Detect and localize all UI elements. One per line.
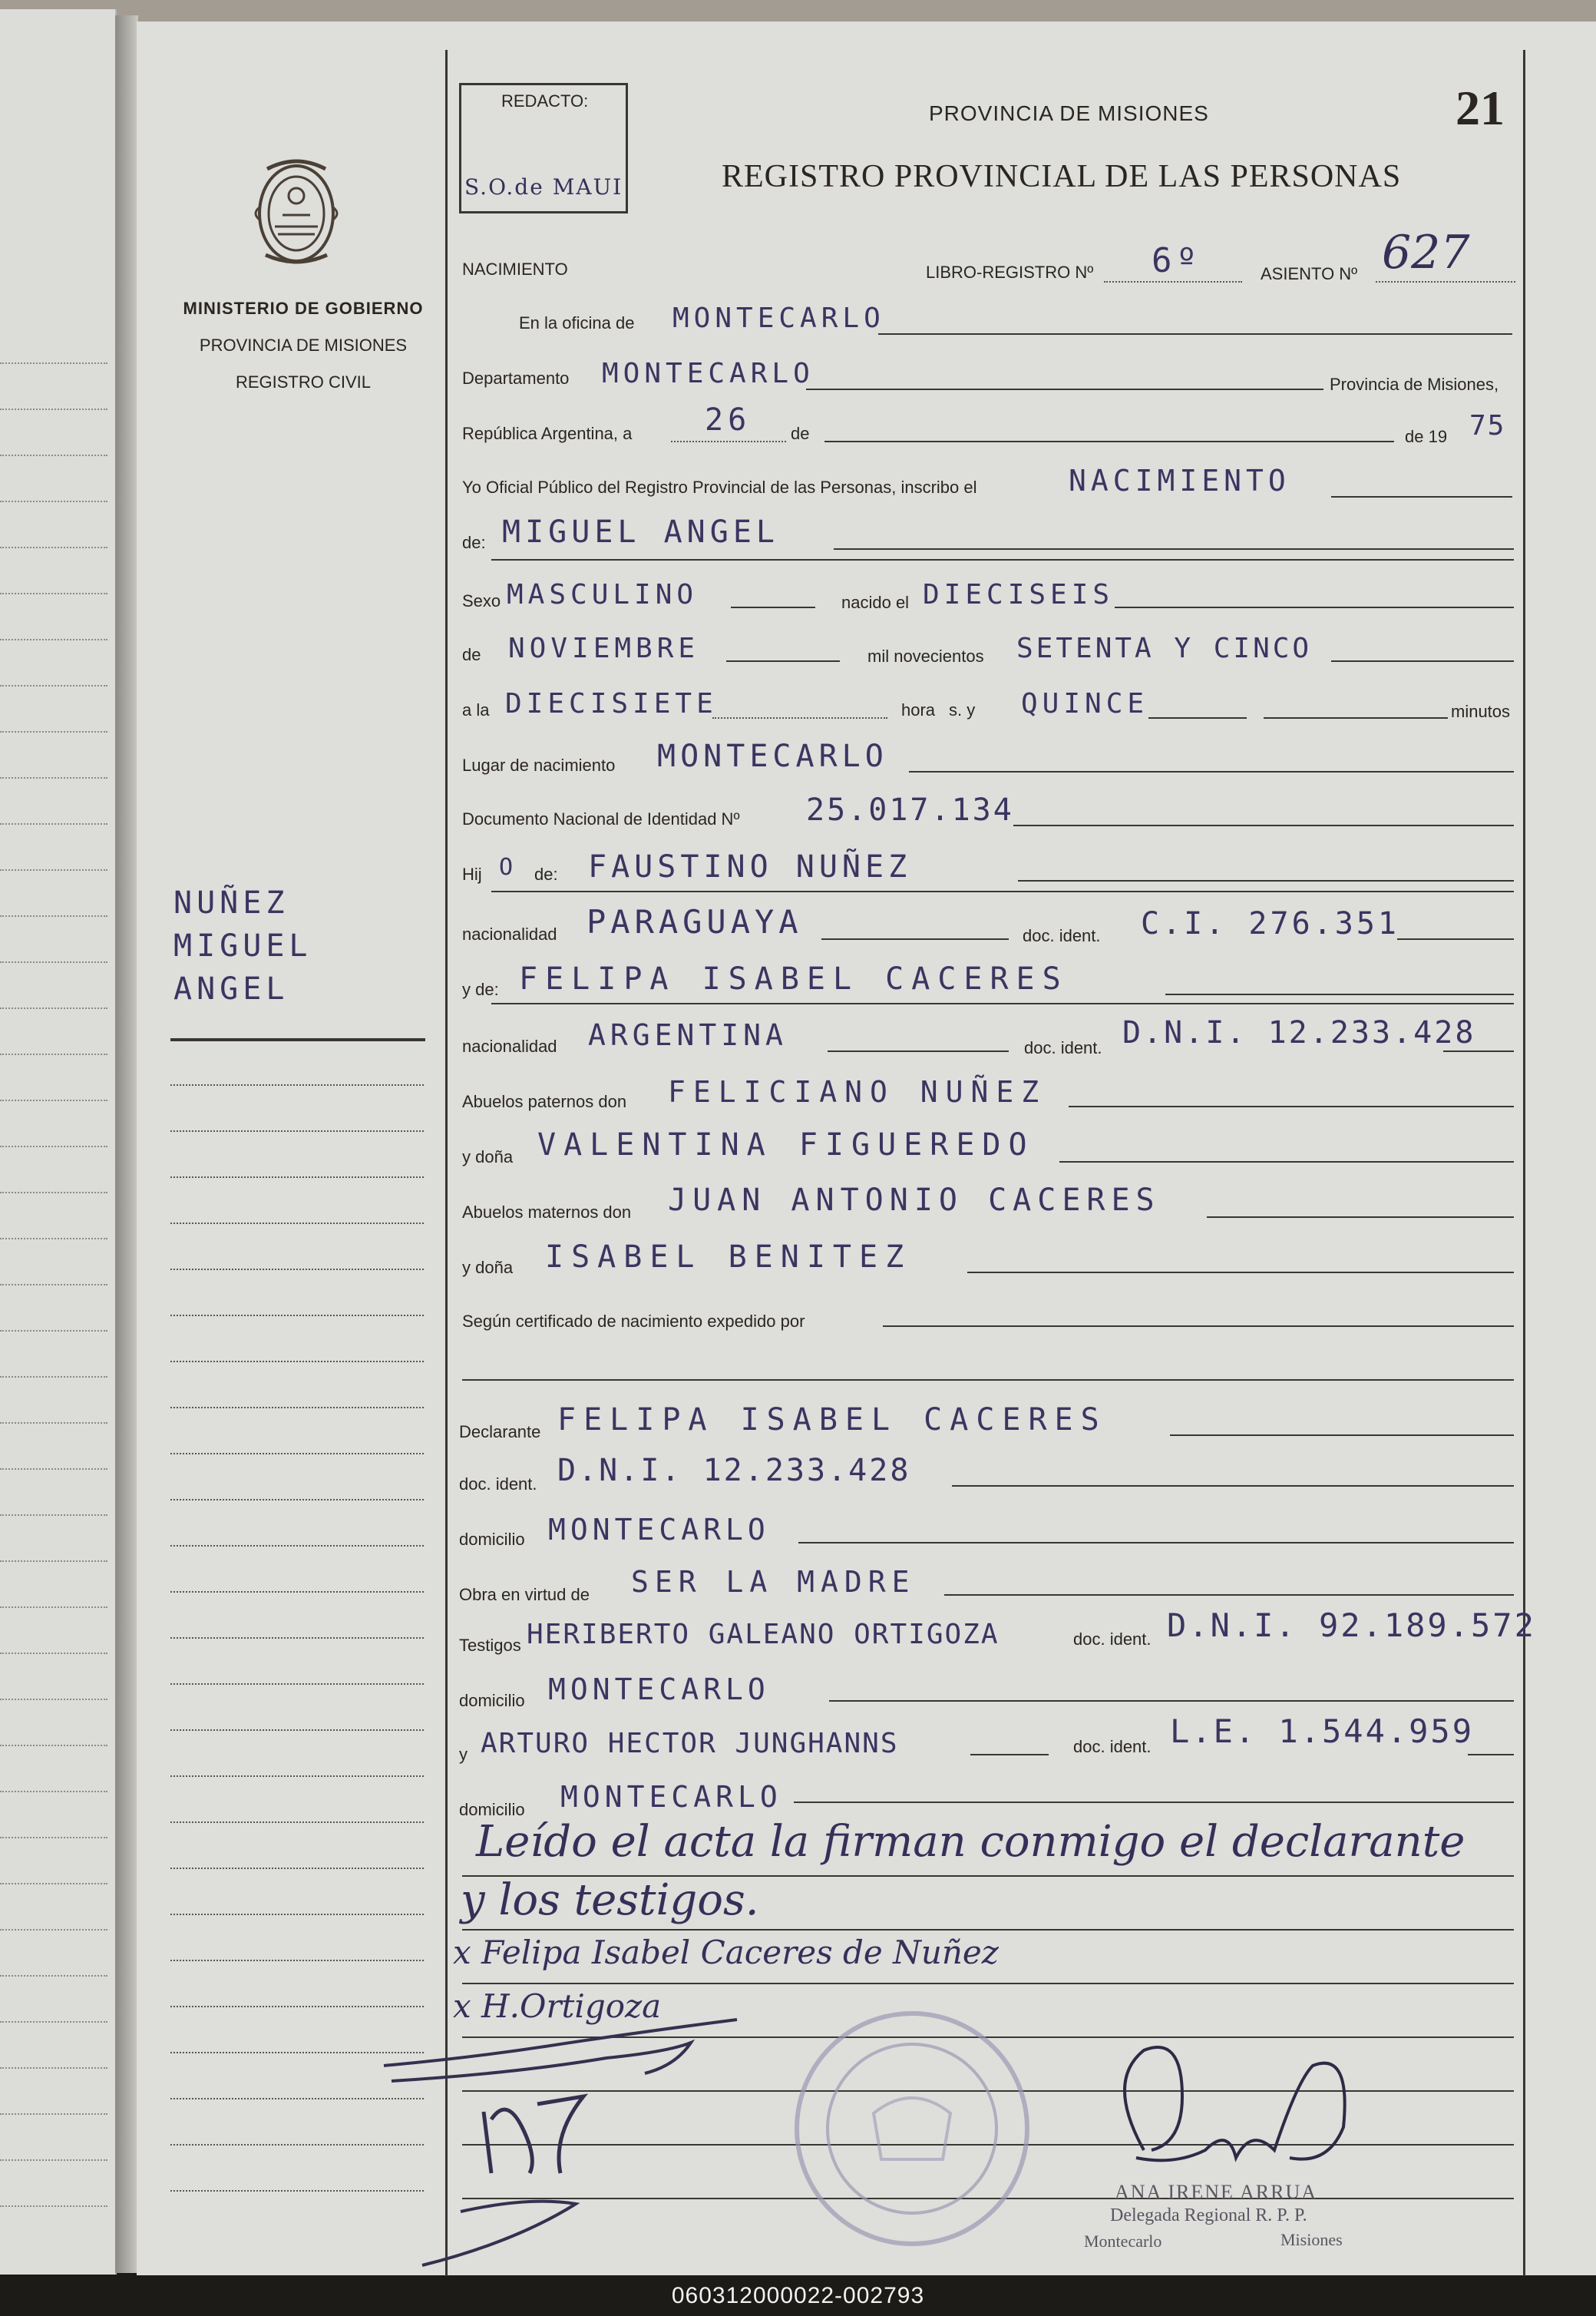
line <box>1207 1216 1514 1218</box>
ministry-line-2: PROVINCIA DE MISIONES <box>199 336 408 355</box>
padre-value: FAUSTINO NUÑEZ <box>588 849 912 885</box>
dotted-line <box>0 731 107 733</box>
dotted-line <box>0 2021 107 2023</box>
dotted-line <box>0 1883 107 1884</box>
signature-declarante: x Felipa Isabel Caceres de Nuñez <box>453 1934 999 1971</box>
dotted-line <box>0 1192 107 1193</box>
testigo-2-doc-value: L.E. 1.544.959 <box>1170 1712 1475 1750</box>
asiento-label: ASIENTO Nº <box>1261 264 1358 283</box>
oficial-text: Yo Oficial Público del Registro Provincial de las Personas, inscribo el <box>462 478 977 497</box>
obra-label: Obra en virtud de <box>459 1585 590 1604</box>
abuela-materna-value: ISABEL BENITEZ <box>545 1239 912 1275</box>
hora-label: hora <box>901 700 936 720</box>
departamento-label: Departamento <box>462 369 570 388</box>
testigo-1-domicilio-label: domicilio <box>459 1691 525 1710</box>
y-testigo-label: y <box>459 1745 468 1764</box>
closing-line-2: y los testigos. <box>461 1875 759 1925</box>
dotted-line <box>0 2067 107 2069</box>
book-gutter <box>115 15 138 2273</box>
testigo-2-value: ARTURO HECTOR JUNGHANNS <box>481 1728 899 1759</box>
dia-value: 26 <box>705 402 752 438</box>
official-place-right: Misiones <box>1280 2230 1343 2249</box>
hijo-de-label: de: <box>534 865 558 884</box>
closing-line-1: Leído el acta la firman conmigo el declarante <box>476 1817 1465 1867</box>
dotted-line <box>0 1560 107 1562</box>
line <box>1018 880 1514 882</box>
testigo-2-doc-label: doc. ident. <box>1073 1737 1152 1756</box>
official-place-left: Montecarlo <box>1084 2232 1162 2251</box>
y-label: s. y <box>949 700 976 720</box>
dotted-line <box>0 455 107 456</box>
province-label: PROVINCIA DE MISIONES <box>929 101 1209 125</box>
testigo-1-value: HERIBERTO GALEANO ORTIGOZA <box>527 1619 1000 1650</box>
margin-name-first: MIGUEL <box>173 928 312 964</box>
lugar-label: Lugar de nacimiento <box>462 756 616 775</box>
dotted-line <box>0 409 107 410</box>
testigo-2-domicilio-value: MONTECARLO <box>560 1780 782 1814</box>
line <box>1013 825 1514 826</box>
acto-value: NACIMIENTO <box>1069 464 1290 498</box>
line <box>1468 1754 1514 1755</box>
left-facing-page <box>0 9 117 2275</box>
obra-value: SER LA MADRE <box>631 1565 916 1599</box>
nacido-label: nacido el <box>841 593 910 612</box>
dotted-line <box>0 1745 107 1746</box>
line <box>712 717 887 719</box>
line <box>462 1379 1514 1381</box>
nacido-value: DIECISEIS <box>923 579 1115 610</box>
doc-madre-value: D.N.I. 12.233.428 <box>1122 1015 1476 1050</box>
libro-label: LIBRO-REGISTRO Nº <box>926 263 1094 282</box>
line <box>798 1542 1514 1543</box>
abuelos-paternos-label: Abuelos paternos don <box>462 1092 627 1111</box>
y-dona-label: y doña <box>462 1147 514 1166</box>
departamento-value: MONTECARLO <box>602 358 815 389</box>
line <box>671 441 786 442</box>
testigo-2-domicilio-label: domicilio <box>459 1800 525 1819</box>
dotted-line <box>0 1837 107 1838</box>
line <box>944 1594 1514 1596</box>
declarante-label: Declarante <box>459 1422 541 1441</box>
hora-value: DIECISIETE <box>505 688 718 720</box>
line <box>1115 607 1514 608</box>
margin-name-surname: NUÑEZ <box>173 885 289 921</box>
dotted-line <box>0 1514 107 1516</box>
abuelo-paterno-value: FELICIANO NUÑEZ <box>668 1075 1047 1109</box>
line <box>878 333 1512 335</box>
line <box>970 1754 1049 1755</box>
year-value: 75 <box>1469 410 1506 442</box>
mil-label: mil novecientos <box>867 647 984 666</box>
line <box>1331 660 1514 662</box>
line <box>1443 1050 1514 1052</box>
margin-name-underline <box>170 1038 425 1041</box>
doc-ident-padre-label: doc. ident. <box>1023 926 1101 945</box>
line <box>1059 1161 1514 1163</box>
y-dona-materna-label: y doña <box>462 1258 514 1277</box>
dotted-line <box>0 2113 107 2115</box>
signature-testigo-1: x H.Ortigoza <box>453 1987 662 2025</box>
line <box>829 1700 1514 1702</box>
line <box>1069 1106 1514 1107</box>
dotted-line <box>0 869 107 871</box>
official-role: Delegada Regional R. P. P. <box>1110 2205 1307 2225</box>
dotted-line <box>0 362 107 364</box>
dotted-line <box>0 1975 107 1977</box>
de-mes-label: de <box>462 645 481 664</box>
line <box>462 1983 1514 1984</box>
anio-value: SETENTA Y CINCO <box>1016 633 1313 664</box>
dotted-line <box>0 823 107 825</box>
official-signature-scribble <box>1098 2035 1374 2189</box>
y-de-label: y de: <box>462 980 499 999</box>
line <box>794 1802 1514 1803</box>
official-seal-icon <box>789 2006 1035 2251</box>
testigo-1-doc-value: D.N.I. 92.189.572 <box>1167 1606 1536 1644</box>
libro-value: 6º <box>1152 241 1201 280</box>
dotted-line <box>0 2159 107 2161</box>
dotted-line <box>0 593 107 594</box>
dotted-line <box>0 1791 107 1792</box>
dni-value: 25.017.134 <box>806 792 1014 828</box>
decl-domicilio-label: domicilio <box>459 1530 525 1549</box>
line <box>1165 994 1514 995</box>
oficina-value: MONTECARLO <box>672 303 885 334</box>
line <box>491 1003 1514 1004</box>
line <box>726 660 840 662</box>
madre-value: FELIPA ISABEL CACERES <box>519 961 1069 997</box>
oficina-label: En la oficina de <box>519 313 635 333</box>
de-label: de <box>791 424 810 443</box>
dotted-line <box>0 547 107 548</box>
ministry-heading <box>146 290 461 401</box>
decl-doc-label: doc. ident. <box>459 1474 537 1494</box>
testigos-label: Testigos <box>459 1636 521 1655</box>
line <box>824 441 1394 442</box>
minutos-value: QUINCE <box>1021 688 1149 720</box>
line <box>491 891 1514 892</box>
nacionalidad-madre-value: ARGENTINA <box>588 1018 788 1052</box>
official-name: ANA IRENE ARRUA <box>1115 2181 1318 2203</box>
witness-signature-scribble <box>376 2012 775 2273</box>
dotted-line <box>0 1699 107 1700</box>
year-label: de 19 <box>1405 427 1448 446</box>
republica-label: República Argentina, a <box>462 424 633 443</box>
nacionalidad-madre-label: nacionalidad <box>462 1037 557 1056</box>
dotted-line <box>0 1284 107 1285</box>
line <box>1264 717 1448 719</box>
doc-padre-value: C.I. 276.351 <box>1141 906 1399 941</box>
line <box>806 389 1323 390</box>
testigo-1-domicilio-value: MONTECARLO <box>548 1672 770 1706</box>
declarante-domicilio-value: MONTECARLO <box>548 1513 770 1547</box>
line <box>828 1050 1009 1052</box>
dotted-line <box>0 1606 107 1608</box>
line <box>1170 1434 1514 1436</box>
certificado-label: Según certificado de nacimiento expedido por <box>462 1312 805 1331</box>
abuelos-maternos-label: Abuelos maternos don <box>462 1203 632 1222</box>
dotted-line <box>0 1422 107 1424</box>
lugar-value: MONTECARLO <box>657 739 888 774</box>
nacionalidad-padre-label: nacionalidad <box>462 925 557 944</box>
redacto-label: REDACTO: <box>501 91 589 111</box>
provincia-suffix: Provincia de Misiones, <box>1330 375 1499 394</box>
registry-title: REGISTRO PROVINCIAL DE LAS PERSONAS <box>722 159 1402 194</box>
provincial-emblem-icon <box>244 154 349 269</box>
hijo-label: Hij <box>462 865 482 884</box>
mes-value: NOVIEMBRE <box>508 633 700 664</box>
line <box>462 1929 1514 1931</box>
dotted-line <box>0 1468 107 1470</box>
nombre-value: MIGUEL ANGEL <box>502 514 779 550</box>
nacionalidad-padre-value: PARAGUAYA <box>587 903 803 941</box>
line <box>883 1325 1514 1327</box>
asiento-line <box>1376 281 1515 283</box>
dotted-line <box>0 1929 107 1931</box>
redacto-box <box>459 83 628 213</box>
declarante-doc-value: D.N.I. 12.233.428 <box>557 1453 911 1488</box>
sexo-value: MASCULINO <box>507 579 699 610</box>
line <box>834 548 1514 550</box>
dotted-line <box>0 639 107 640</box>
de-nombre-label: de: <box>462 533 486 552</box>
margin-name-block <box>173 882 404 1011</box>
dotted-line <box>0 915 107 917</box>
dni-label: Documento Nacional de Identidad Nº <box>462 809 740 829</box>
line <box>967 1272 1514 1273</box>
margin-name-second: ANGEL <box>173 971 289 1007</box>
line <box>1397 938 1514 940</box>
dotted-line <box>0 777 107 779</box>
dotted-line <box>0 1054 107 1055</box>
dotted-line <box>0 1376 107 1378</box>
dotted-line <box>0 1238 107 1239</box>
a-la-label: a la <box>462 700 490 720</box>
line <box>909 771 1514 773</box>
line <box>821 938 1009 940</box>
testigo-1-doc-label: doc. ident. <box>1073 1629 1152 1649</box>
sexo-label: Sexo <box>462 591 501 610</box>
line <box>1331 496 1512 498</box>
page-number: 21 <box>1456 81 1505 135</box>
dotted-line <box>0 1653 107 1654</box>
dotted-line <box>0 501 107 502</box>
dotted-line <box>0 1330 107 1332</box>
dotted-line <box>0 1146 107 1147</box>
asiento-value: 627 <box>1382 226 1470 280</box>
ministry-line-1: MINISTERIO DE GOBIERNO <box>183 299 424 318</box>
dotted-line <box>0 961 107 963</box>
image-caption: 060312000022-002793 <box>0 2276 1596 2316</box>
declarante-value: FELIPA ISABEL CACERES <box>557 1402 1107 1438</box>
ministry-line-3: REGISTRO CIVIL <box>235 372 372 392</box>
libro-line <box>1104 281 1242 283</box>
right-rule <box>1523 50 1525 2277</box>
hijo-suffix: O <box>499 854 514 881</box>
dotted-line <box>0 1007 107 1009</box>
dotted-line <box>0 685 107 687</box>
line <box>731 607 815 608</box>
doc-ident-madre-label: doc. ident. <box>1024 1038 1102 1057</box>
nacimiento-label: NACIMIENTO <box>462 260 568 279</box>
line <box>952 1485 1514 1487</box>
minutos-label: minutos <box>1451 702 1511 721</box>
line <box>1148 717 1247 719</box>
redacto-signature: S.O.de MAUI <box>464 174 623 200</box>
line <box>491 559 1514 561</box>
abuelo-materno-value: JUAN ANTONIO CACERES <box>668 1183 1161 1218</box>
dotted-line <box>0 2205 107 2207</box>
dotted-line <box>0 1100 107 1101</box>
abuela-paterna-value: VALENTINA FIGUEREDO <box>537 1127 1035 1163</box>
